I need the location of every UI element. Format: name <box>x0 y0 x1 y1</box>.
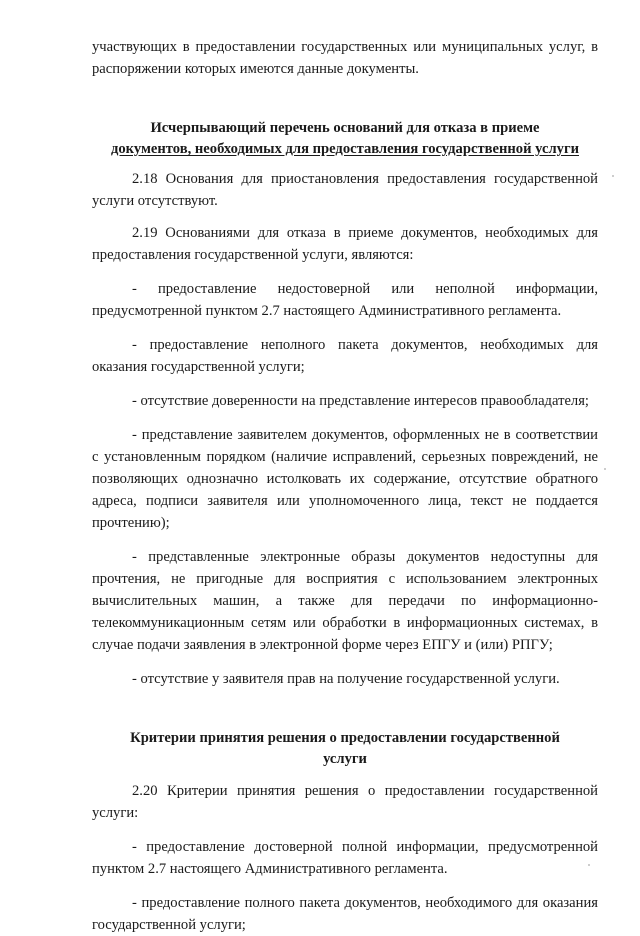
paragraph-2-19: 2.19 Основаниями для отказа в приеме документов, необходимых для предоставления государственной услуги, являются: <box>92 225 598 263</box>
heading-line-1: Критерии принятия решения о предоставлении государственной <box>130 730 560 746</box>
refusal-item: - отсутствие доверенности на представление интересов правообладателя; <box>132 393 589 409</box>
top-paragraph: участвующих в предоставлении государственных или муниципальных услуг, в распоряжении которых имеются данные документы. <box>92 39 598 77</box>
section-heading-refusal <box>92 118 598 160</box>
heading-line-1: Исчерпывающий перечень оснований для отказа в приеме <box>150 120 540 136</box>
heading-line-2: документов, необходимых для предоставления государственной услуги <box>111 141 579 157</box>
criteria-item: - предоставление достоверной полной информации, предусмотренной пунктом 2.7 настоящего Административного регламента. <box>92 839 598 877</box>
scan-speck <box>612 175 614 177</box>
scan-speck <box>604 468 606 470</box>
paragraph-2-18: 2.18 Основания для приостановления предоставления государственной услуги отсутствуют. <box>92 171 598 209</box>
paragraph-2-20: 2.20 Критерии принятия решения о предоставлении государственной услуги: <box>92 783 598 821</box>
refusal-item: - представление заявителем документов, оформленных не в соответствии с установленным порядком (наличие исправлений, серьезных повреждений, не позволяющих однозначно истолковать их содержание, отсутствие обратного адреса, подписи заявителя или уполномоченного лица, текст не поддается прочтению); <box>92 427 598 531</box>
refusal-item: - предоставление недостоверной или неполной информации, предусмотренной пунктом 2.7 настоящего Административного регламента. <box>92 281 598 319</box>
refusal-item: - предоставление неполного пакета документов, необходимых для оказания государственной услуги; <box>92 337 598 375</box>
refusal-item: - отсутствие у заявителя прав на получение государственной услуги. <box>132 671 560 687</box>
refusal-item: - представленные электронные образы документов недоступны для прочтения, не пригодные для восприятия с использованием электронных вычислительных машин, а также для передачи по информационно-телекоммуникационным сетям или обработки в информационных системах, в случае подачи заявления в электронной форме через ЕПГУ и (или) РПГУ; <box>92 549 598 653</box>
heading-line-2: услуги <box>323 751 367 767</box>
section-heading-criteria <box>92 728 598 770</box>
criteria-item: - предоставление полного пакета документов, необходимого для оказания государственной услуги; <box>92 895 598 933</box>
scan-speck <box>588 864 590 866</box>
